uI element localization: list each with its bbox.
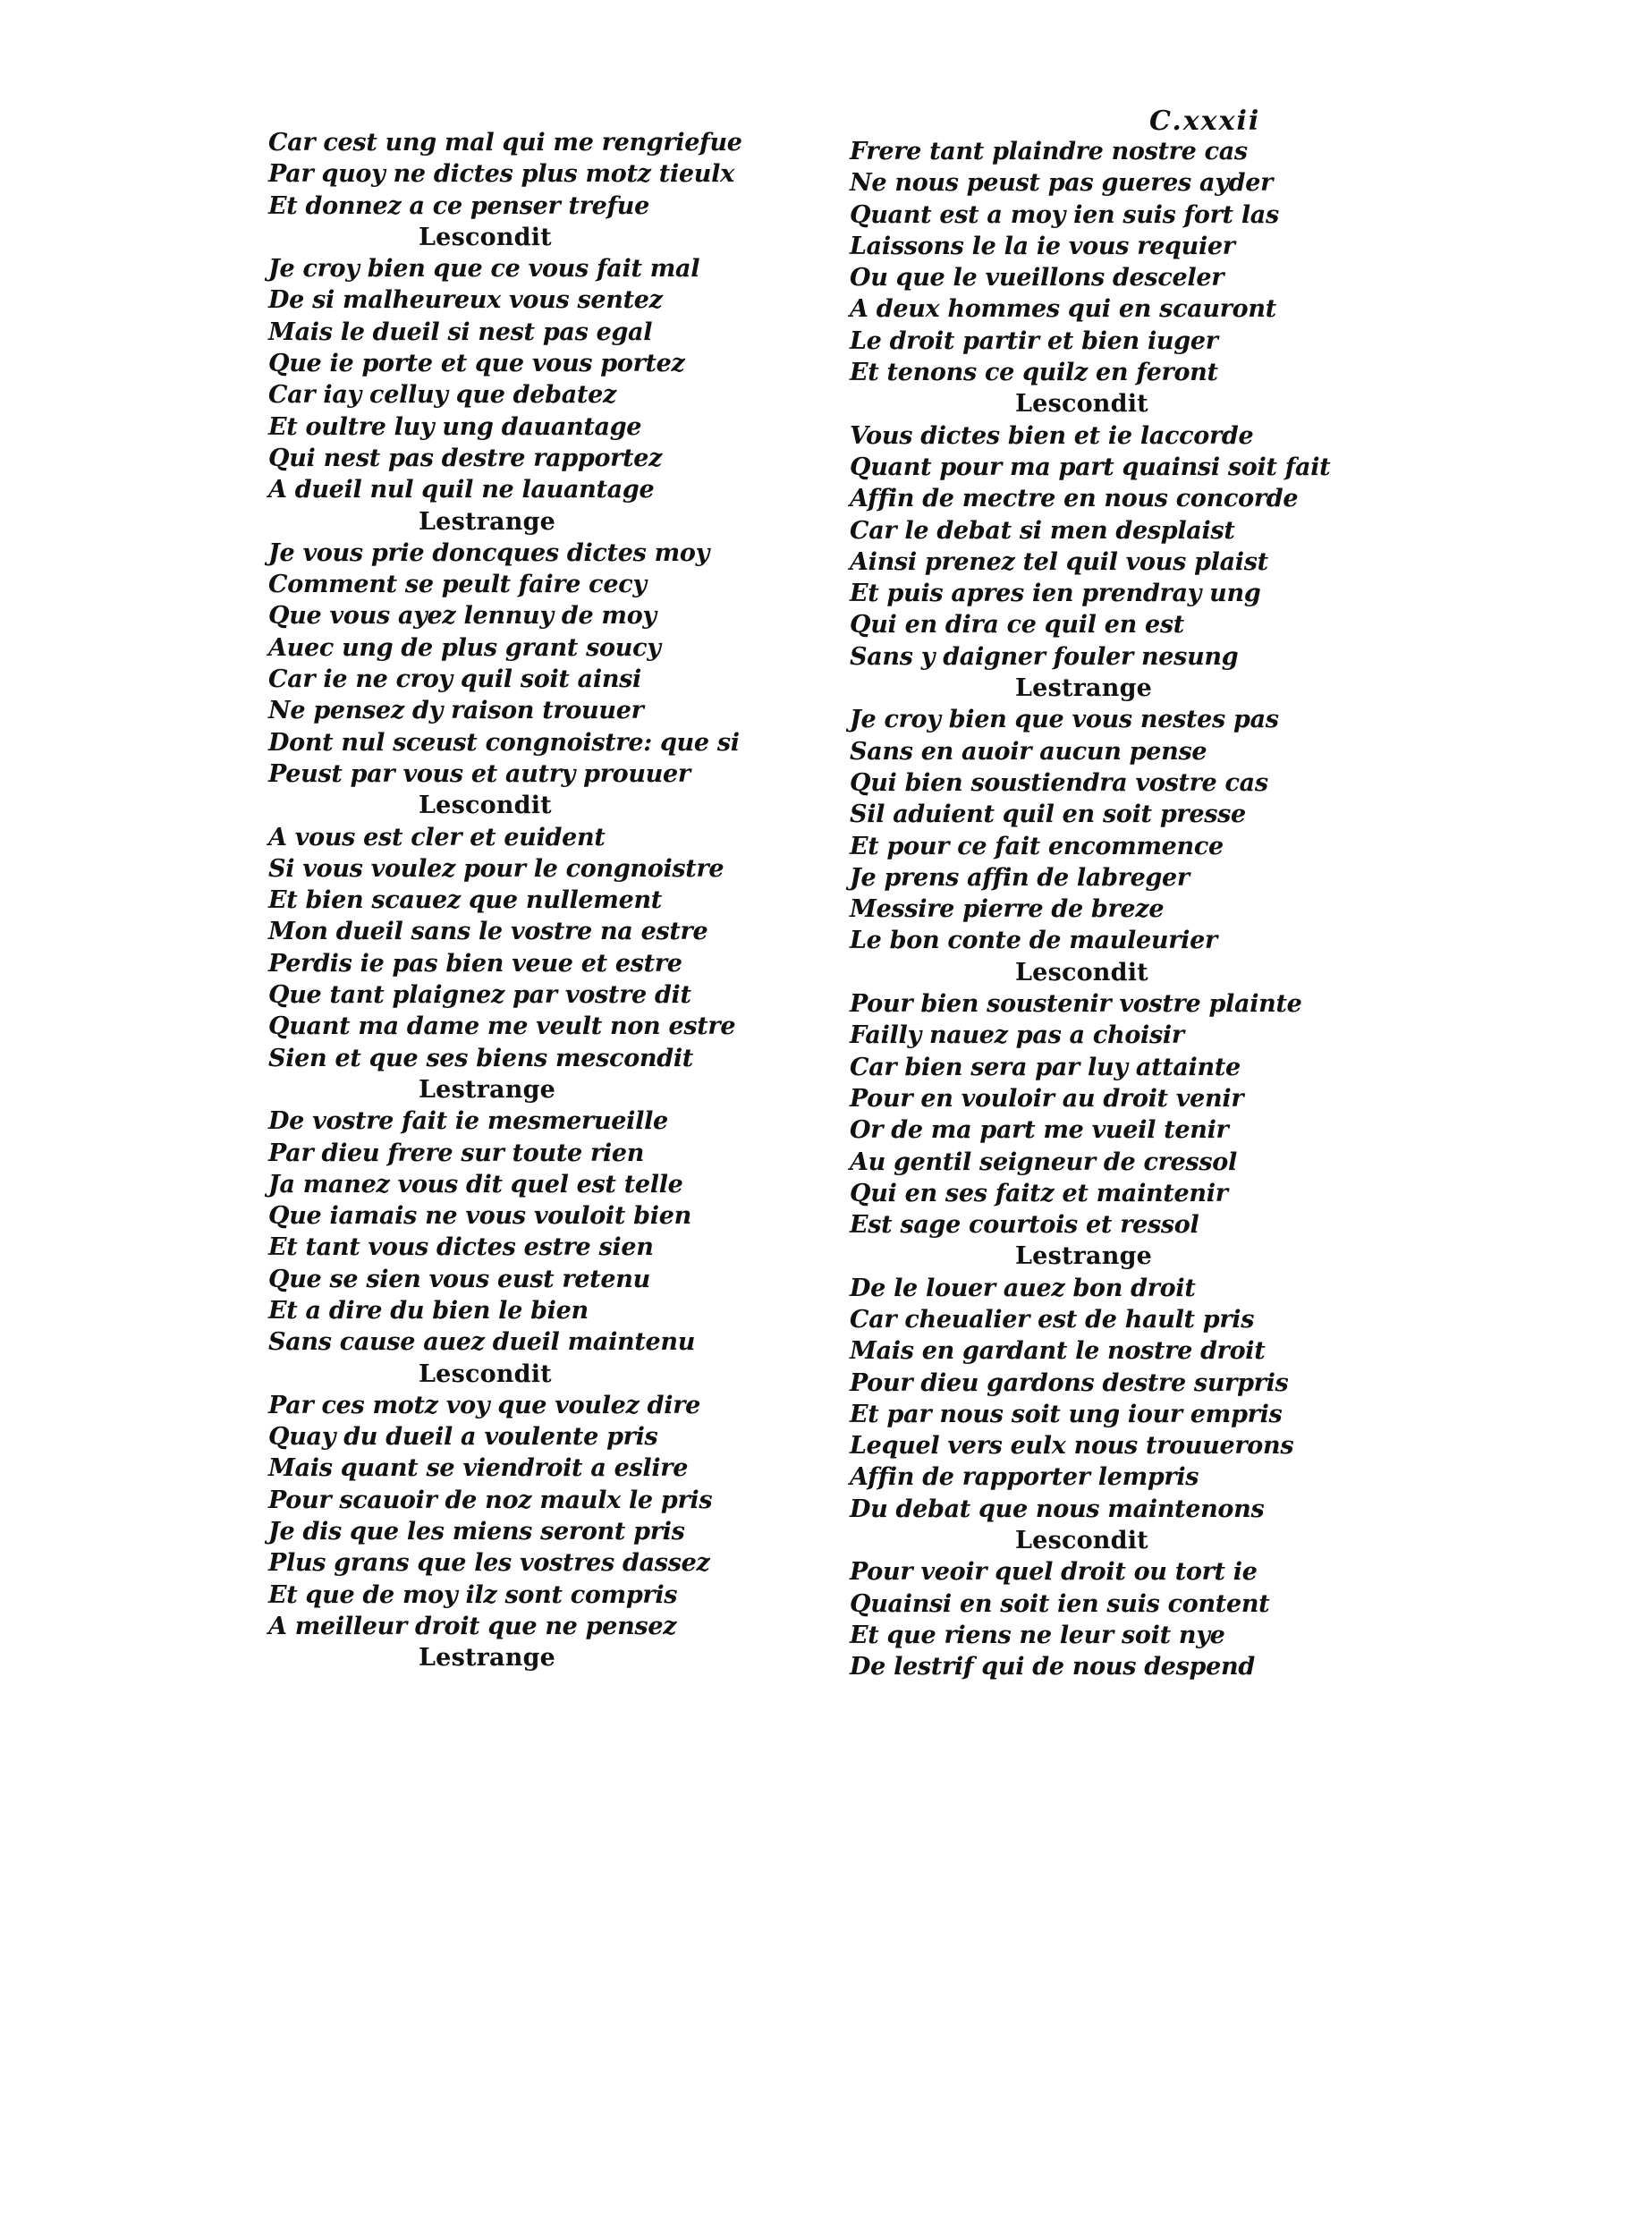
folio-number: C.xxxii (1149, 106, 1261, 137)
verse-line: Et a dire du bien le bien (268, 1296, 589, 1325)
speaker-heading: Lescondit (1015, 958, 1148, 987)
verse-line: Quant est a moy ien suis fort las (850, 200, 1279, 229)
verse-line: Par ces motz voy que voulez dire (268, 1391, 701, 1419)
verse-line: A deux hommes qui en scauront (850, 295, 1276, 324)
verse-line: Et que riens ne leur soit nye (850, 1621, 1225, 1649)
verse-line: Le bon conte de mauleurier (850, 927, 1217, 955)
verse-line: Pour scauoir de noz maulx le pris (268, 1486, 713, 1514)
verse-line: Frere tant plaindre nostre cas (850, 138, 1248, 165)
verse-line: Failly nauez pas a choisir (850, 1021, 1184, 1050)
speaker-heading: Lescondit (1015, 1527, 1148, 1555)
verse-line: Sans cause auez dueil maintenu (268, 1328, 696, 1357)
verse-line: Dont nul sceust congnoistre: que si (268, 728, 740, 757)
verse-line: Pour en vouloir au droit venir (850, 1084, 1244, 1113)
verse-line: Et tenons ce quilz en feront (850, 359, 1218, 387)
verse-line: Et bien scauez que nullement (268, 886, 662, 915)
verse-line: Que iamais ne vous vouloit bien (268, 1202, 691, 1231)
verse-line: Sans en auoir aucun pense (850, 737, 1207, 766)
verse-line: Que tant plaignez par vostre dit (268, 981, 691, 1010)
verse-line: Pour dieu gardons destre surpris (850, 1368, 1289, 1397)
speaker-heading: Lestrange (419, 1075, 556, 1104)
verse-line: Du debat que nous maintenons (850, 1495, 1265, 1523)
verse-line: Qui en dira ce quil en est (850, 611, 1184, 639)
speaker-heading: Lestrange (1015, 1242, 1153, 1271)
speaker-heading: Lestrange (419, 507, 556, 536)
verse-line: De vostre fait ie mesmerueille (268, 1107, 668, 1136)
verse-line: A meilleur droit que ne pensez (268, 1612, 677, 1640)
speaker-heading: Lescondit (1015, 390, 1148, 419)
speaker-heading: Lescondit (419, 223, 552, 251)
verse-line: Si vous voulez pour le congnoistre (268, 854, 724, 883)
verse-line: Que vous ayez lennuy de moy (268, 602, 657, 631)
verse-line: Peust par vous et autry prouuer (268, 759, 690, 788)
verse-line: Qui en ses faitz et maintenir (850, 1179, 1228, 1207)
verse-line: Messire pierre de breze (850, 895, 1165, 924)
verse-line: Or de ma part me vueil tenir (850, 1116, 1229, 1145)
verse-line: Sans y daigner fouler nesung (850, 642, 1239, 671)
verse-line: Au gentil seigneur de cressol (850, 1148, 1237, 1176)
verse-line: Je croy bien que vous nestes pas (850, 706, 1279, 734)
speaker-heading: Lestrange (419, 1644, 556, 1673)
verse-line: Quainsi en soit ien suis content (850, 1589, 1270, 1618)
verse-line: De lestrif qui de nous despend (850, 1653, 1255, 1681)
verse-line: Je dis que les miens seront pris (268, 1518, 685, 1546)
verse-line: Quay du dueil a voulente pris (268, 1423, 658, 1452)
verse-line: Quant pour ma part quainsi soit fait (850, 453, 1331, 481)
verse-line: Car cest ung mal qui me rengriefue (268, 129, 742, 157)
verse-line: Et oultre luy ung dauantage (268, 412, 642, 441)
verse-line: Ne nous peust pas gueres ayder (850, 169, 1274, 198)
left-verse-column (268, 127, 769, 1674)
verse-line: Vous dictes bien et ie laccorde (850, 421, 1254, 450)
verse-line: Qui nest pas destre rapportez (268, 444, 663, 472)
verse-line: Par quoy ne dictes plus motz tieulx (268, 160, 734, 189)
verse-line: Ainsi prenez tel quil vous plaist (850, 547, 1268, 576)
verse-line: Je vous prie doncques dictes moy (268, 538, 709, 567)
verse-line: Et tant vous dictes estre sien (268, 1233, 654, 1262)
verse-line: Mais quant se viendroit a eslire (268, 1454, 689, 1483)
verse-line: De si malheureux vous sentez (268, 286, 663, 315)
verse-line: Le droit partir et bien iuger (850, 326, 1218, 355)
verse-line: Par dieu frere sur toute rien (268, 1139, 645, 1167)
verse-line: Quant ma dame me veult non estre (268, 1012, 736, 1041)
verse-line: Sien et que ses biens mescondit (268, 1044, 693, 1072)
verse-line: Car cheualier est de hault pris (850, 1305, 1255, 1334)
verse-line: Car le debat si men desplaist (850, 516, 1235, 545)
verse-line: Affin de mectre en nous concorde (850, 485, 1299, 513)
speaker-heading: Lescondit (419, 792, 552, 820)
verse-line: Mon dueil sans le vostre na estre (268, 918, 708, 946)
verse-line: Sil aduient quil en soit presse (850, 800, 1246, 829)
verse-line: Et donnez a ce penser trefue (268, 191, 650, 220)
verse-line: Affin de rapporter lempris (850, 1463, 1199, 1492)
verse-line: Car bien sera par luy attainte (850, 1053, 1241, 1081)
verse-line: Auec ung de plus grant soucy (268, 633, 661, 662)
verse-line: Comment se peult faire cecy (268, 571, 647, 599)
verse-line: Et pour ce fait encommence (850, 832, 1224, 860)
verse-line: Car iay celluy que debatez (268, 381, 617, 410)
verse-line: Est sage courtois et ressol (850, 1211, 1199, 1240)
verse-line: Que ie porte et que vous portez (268, 350, 685, 378)
verse-line: Qui bien soustiendra vostre cas (850, 768, 1268, 797)
verse-line: Mais en gardant le nostre droit (850, 1337, 1266, 1366)
verse-line: Pour bien soustenir vostre plainte (850, 990, 1302, 1019)
verse-line: Car ie ne croy quil soit ainsi (268, 665, 642, 694)
verse-line: Ou que le vueillons desceler (850, 264, 1224, 292)
right-verse-column (850, 136, 1351, 1683)
verse-line: Pour veoir quel droit ou tort ie (850, 1558, 1258, 1587)
verse-line: A dueil nul quil ne lauantage (268, 476, 655, 504)
verse-line: De le louer auez bon droit (850, 1274, 1196, 1302)
verse-line: Mais le dueil si nest pas egal (268, 318, 653, 346)
verse-line: Perdis ie pas bien veue et estre (268, 949, 682, 978)
verse-line: Et puis apres ien prendray ung (850, 580, 1261, 608)
verse-line: Plus grans que les vostres dassez (268, 1549, 710, 1578)
verse-line: Que se sien vous eust retenu (268, 1265, 650, 1293)
speaker-heading: Lestrange (1015, 674, 1153, 703)
speaker-heading: Lescondit (419, 1359, 552, 1388)
verse-line: Laissons le la ie vous requier (850, 232, 1235, 260)
verse-line: Lequel vers eulx nous trouuerons (850, 1432, 1294, 1461)
verse-line: Et que de moy ilz sont compris (268, 1580, 678, 1609)
verse-line: A vous est cler et euident (268, 823, 606, 851)
verse-line: Je croy bien que ce vous fait mal (268, 255, 700, 284)
verse-line: Je prens affin de labreger (850, 863, 1190, 892)
verse-line: Ja manez vous dit quel est telle (268, 1170, 683, 1198)
verse-line: Et par nous soit ung iour empris (850, 1400, 1283, 1428)
verse-line: Ne pensez dy raison trouuer (268, 697, 644, 725)
